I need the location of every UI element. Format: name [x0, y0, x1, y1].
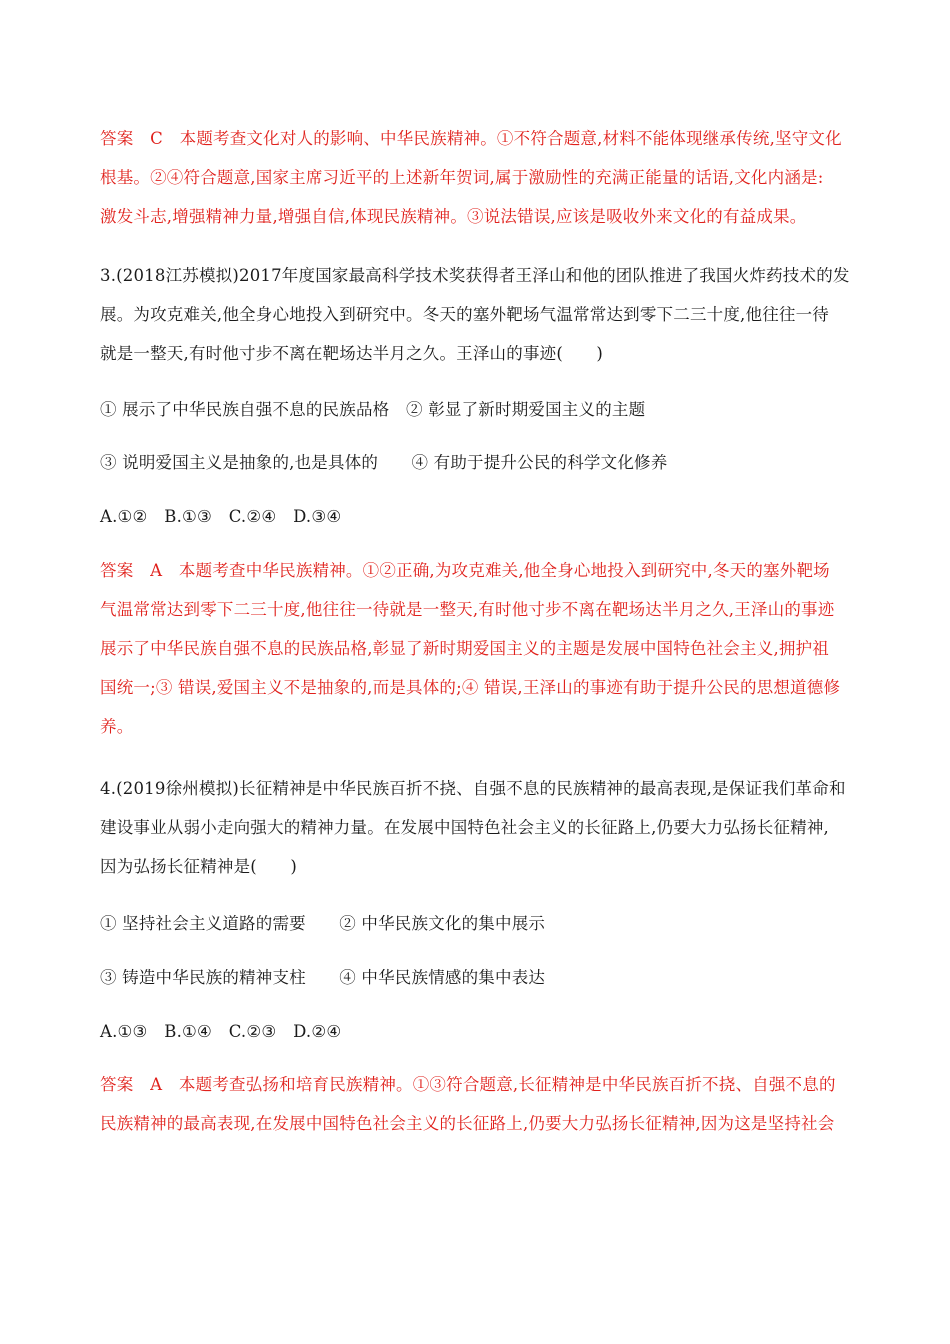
- question-4-choices: [100, 1012, 852, 1051]
- question-3-choice-list: A.①② B.①③ C.②④ D.③④: [100, 507, 342, 526]
- answer-1-line-1: 答案 C 本题考查文化对人的影响、中华民族精神。①不符合题意,材料不能体现继承传统,坚守文化: [100, 129, 842, 148]
- answer-2-line-2: 气温常常达到零下二三十度,他往往一待就是一整天,有时他寸步不离在靶场达半月之久,王泽山的事迹: [100, 600, 835, 619]
- question-3-options-row-1: [100, 390, 852, 429]
- answer-1-line-2: 根基。②④符合题意,国家主席习近平的上述新年贺词,属于激励性的充满正能量的话语,文化内涵是:: [100, 168, 824, 187]
- question-3-option-line-1: ① 展示了中华民族自强不息的民族品格 ② 彰显了新时期爱国主义的主题: [100, 400, 646, 419]
- question-3-line-3: 就是一整天,有时他寸步不离在靶场达半月之久。王泽山的事迹( ): [100, 344, 604, 363]
- answer-explanation-1: [100, 119, 852, 236]
- answer-explanation-3: [100, 1065, 852, 1143]
- question-3-line-2: 展。为攻克难关,他全身心地投入到研究中。冬天的塞外靶场气温常常达到零下二三十度,他往往一待: [100, 305, 829, 324]
- question-3-choices: [100, 497, 852, 536]
- question-4-line-1: 4.(2019徐州模拟)长征精神是中华民族百折不挠、自强不息的民族精神的最高表现,是保证我们革命和: [100, 779, 846, 798]
- question-4-choice-list: A.①③ B.①④ C.②③ D.②④: [100, 1022, 342, 1041]
- answer-2-line-4: 国统一;③ 错误,爱国主义不是抽象的,而是具体的;④ 错误,王泽山的事迹有助于提升公民的思想道德修: [100, 678, 841, 697]
- question-3-options-row-2: [100, 443, 852, 482]
- question-4-options-row-1: [100, 904, 852, 943]
- answer-2-line-5: 养。: [100, 717, 134, 736]
- question-4-options-row-2: [100, 958, 852, 997]
- question-4-option-line-1: ① 坚持社会主义道路的需要 ② 中华民族文化的集中展示: [100, 914, 546, 933]
- answer-3-line-2: 民族精神的最高表现,在发展中国特色社会主义的长征路上,仍要大力弘扬长征精神,因为这是坚持社会: [100, 1114, 835, 1133]
- question-4-option-line-2: ③ 铸造中华民族的精神支柱 ④ 中华民族情感的集中表达: [100, 968, 546, 987]
- answer-1-line-3: 激发斗志,增强精神力量,增强自信,体现民族精神。③说法错误,应该是吸收外来文化的有益成果。: [100, 207, 807, 226]
- question-3-option-line-2: ③ 说明爱国主义是抽象的,也是具体的 ④ 有助于提升公民的科学文化修养: [100, 453, 668, 472]
- answer-explanation-2: [100, 551, 852, 746]
- question-3-stem: [100, 256, 852, 373]
- answer-2-line-1: 答案 A 本题考查中华民族精神。①②正确,为攻克难关,他全身心地投入到研究中,冬天的塞外靶场: [100, 561, 830, 580]
- question-3-line-1: 3.(2018江苏模拟)2017年度国家最高科学技术奖获得者王泽山和他的团队推进了我国火炸药技术的发: [100, 266, 850, 285]
- question-4-stem: [100, 769, 852, 886]
- question-4-line-2: 建设事业从弱小走向强大的精神力量。在发展中国特色社会主义的长征路上,仍要大力弘扬长征精神,: [100, 818, 829, 837]
- answer-3-line-1: 答案 A 本题考查弘扬和培育民族精神。①③符合题意,长征精神是中华民族百折不挠、自强不息的: [100, 1075, 836, 1094]
- answer-2-line-3: 展示了中华民族自强不息的民族品格,彰显了新时期爱国主义的主题是发展中国特色社会主义,拥护祖: [100, 639, 829, 658]
- question-4-line-3: 因为弘扬长征精神是( ): [100, 857, 297, 876]
